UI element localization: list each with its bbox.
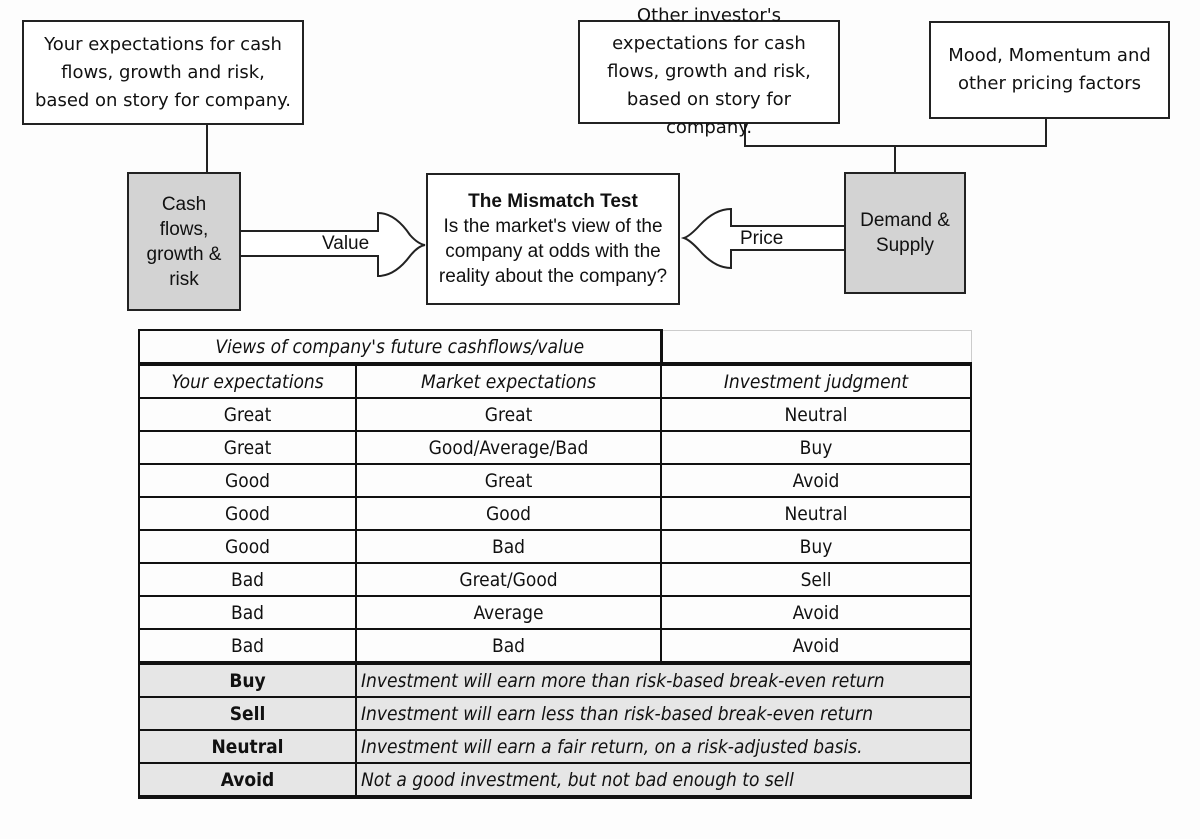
legend-definition: Not a good investment, but not bad enough to sell: [356, 763, 971, 797]
other-investors-text: Other investor's expectations for cash flows, growth and risk, based on story for company.: [607, 5, 811, 138]
cell-judgment: Avoid: [661, 629, 971, 663]
cell-your: Bad: [139, 563, 356, 596]
legend-row-buy: [139, 663, 971, 697]
cell-market: Average: [356, 596, 661, 629]
your-expectations-box: [22, 20, 304, 125]
cell-judgment: Neutral: [661, 497, 971, 530]
cell-judgment: Buy: [661, 431, 971, 464]
mismatch-test-title: The Mismatch Test: [468, 190, 638, 212]
legend-term: Avoid: [139, 763, 356, 797]
table-caption: Views of company's future cashflows/value: [139, 330, 661, 364]
table-row: [139, 464, 971, 497]
cell-your: Good: [139, 497, 356, 530]
mismatch-test-question: Is the market's view of the company at odds with the reality about the company?: [438, 215, 668, 287]
demand-supply-box: [844, 172, 966, 294]
table-header-row: [139, 364, 971, 398]
cell-your: Bad: [139, 629, 356, 663]
cell-market: Great: [356, 464, 661, 497]
mood-momentum-text: Mood, Momentum and other pricing factors: [948, 45, 1151, 94]
value-arrow-label: Value: [322, 233, 370, 254]
cell-market: Good/Average/Bad: [356, 431, 661, 464]
table-row: [139, 497, 971, 530]
table-row: [139, 629, 971, 663]
cell-market: Bad: [356, 629, 661, 663]
header-your-expectations: Your expectations: [139, 364, 356, 398]
cell-market: Good: [356, 497, 661, 530]
cell-judgment: Buy: [661, 530, 971, 563]
price-arrow-label: Price: [740, 228, 784, 249]
cell-judgment: Sell: [661, 563, 971, 596]
mood-momentum-box: [929, 21, 1170, 119]
table-caption-blank: [661, 330, 971, 364]
header-market-expectations: Market expectations: [356, 364, 661, 398]
legend-row-neutral: [139, 730, 971, 763]
cell-market: Great: [356, 398, 661, 431]
cell-judgment: Neutral: [661, 398, 971, 431]
legend-term: Neutral: [139, 730, 356, 763]
table-row: [139, 596, 971, 629]
table-row: [139, 398, 971, 431]
cell-your: Great: [139, 398, 356, 431]
your-expectations-text: Your expectations for cash flows, growth and risk, based on story for company.: [34, 33, 291, 111]
legend-row-sell: [139, 697, 971, 730]
cash-flows-box: [127, 172, 241, 311]
header-investment-judgment: Investment judgment: [661, 364, 971, 398]
cash-flows-text: Cash flows, growth & risk: [146, 193, 222, 290]
cell-your: Great: [139, 431, 356, 464]
other-investors-box: [578, 5, 840, 138]
table-row: [139, 530, 971, 563]
cell-judgment: Avoid: [661, 464, 971, 497]
legend-term: Buy: [139, 663, 356, 697]
cell-market: Bad: [356, 530, 661, 563]
legend-term: Sell: [139, 697, 356, 730]
table-row: [139, 563, 971, 596]
cell-judgment: Avoid: [661, 596, 971, 629]
legend-definition: Investment will earn a fair return, on a risk-adjusted basis.: [356, 730, 971, 763]
legend-definition: Investment will earn less than risk-based break-even return: [356, 697, 971, 730]
demand-supply-text: Demand & Supply: [860, 210, 950, 256]
legend-row-avoid: [139, 763, 971, 797]
investment-judgment-table: [138, 329, 972, 799]
mismatch-test-box: [426, 173, 680, 305]
cell-your: Good: [139, 530, 356, 563]
cell-your: Good: [139, 464, 356, 497]
table-row: [139, 431, 971, 464]
cell-your: Bad: [139, 596, 356, 629]
table-caption-row: [139, 330, 971, 364]
legend-definition: Investment will earn more than risk-based break-even return: [356, 663, 971, 697]
cell-market: Great/Good: [356, 563, 661, 596]
